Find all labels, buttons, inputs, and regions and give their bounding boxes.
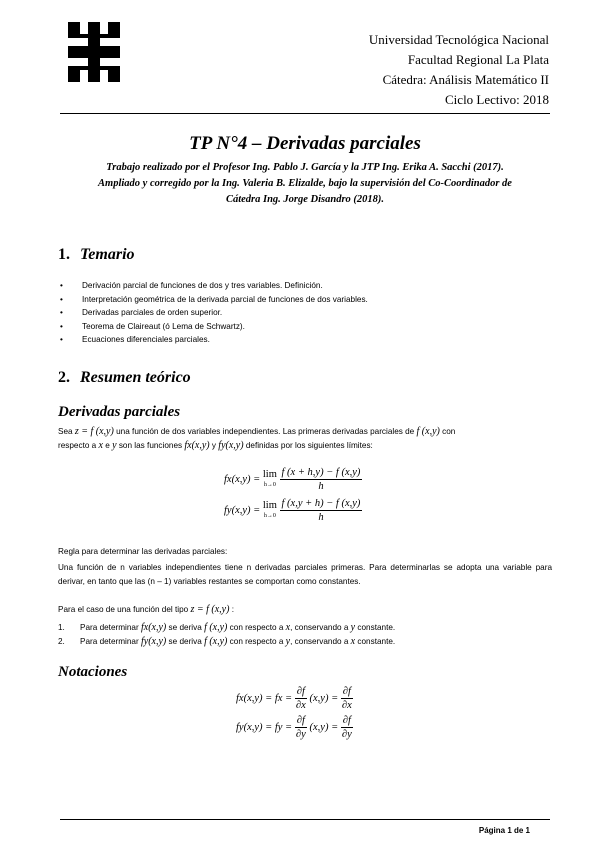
fraction — [295, 714, 307, 741]
math-inline: f (x,y) — [416, 426, 440, 437]
formula-lhs: fy(x,y) = fy = — [236, 721, 293, 733]
institution-line: Universidad Tecnológica Nacional — [368, 32, 549, 47]
page-number: Página 1 de 1 — [478, 826, 530, 835]
text: constante. — [357, 636, 396, 646]
fraction-numerator: f (x,y + h) − f (x,y) — [281, 498, 361, 509]
list-item: • Interpretación geométrica de la derivada parcial de funciones de dos variables. — [58, 293, 368, 307]
limit-operator — [263, 501, 277, 521]
institution-block — [369, 30, 549, 110]
math-inline: x — [98, 439, 103, 451]
section-title: Temario — [80, 246, 135, 263]
section-title: Resumen teórico — [80, 369, 191, 386]
rule-paragraph: Una función de n variables independientes tiene n derivadas parciales primeras. Para determinarlas se adopta una variable para derivar, en tanto que las (n – 1) variables restantes se comportan como constantes. — [58, 563, 552, 586]
math-inline: f (x,y) — [204, 635, 228, 647]
math-inline: y — [112, 439, 117, 451]
list-item — [58, 621, 395, 635]
math-inline: f (x,y) — [204, 622, 228, 633]
fraction-denominator: h — [318, 512, 324, 523]
formula-mid: (x,y) = — [309, 692, 339, 704]
formula-lhs: fy(x,y) = — [224, 504, 261, 516]
formula-lhs: fx(x,y) = — [224, 473, 261, 485]
fraction-denominator: h — [318, 481, 324, 492]
text: e — [105, 440, 110, 450]
fraction — [280, 497, 363, 524]
fraction-numerator: f (x + h,y) − f (x,y) — [281, 467, 361, 478]
fraction-denominator: ∂y — [295, 729, 306, 740]
fraction-numerator: ∂f — [296, 715, 305, 726]
byline-line: Ampliado y corregido por la Ing. Valeria B. Elizalde, bajo la supervisión del Co-Coordinador de — [98, 178, 512, 189]
subheading-notaciones: Notaciones — [58, 664, 128, 680]
list-item: • Teorema de Claireaut (ó Lema de Schwartz). — [58, 320, 368, 334]
fraction-numerator: ∂f — [342, 686, 351, 697]
section-heading-temario — [58, 246, 135, 264]
fraction-numerator: ∂f — [342, 715, 351, 726]
math-inline: fx(x,y) — [184, 439, 210, 451]
notation-fy — [236, 714, 353, 741]
footer-divider — [60, 819, 550, 820]
text: definidas por los siguientes límites: — [245, 440, 373, 450]
text: Sea — [58, 427, 73, 436]
math-inline: x — [350, 635, 356, 647]
byline-line: Cátedra Ing. Jorge Disandro (2018). — [225, 194, 385, 205]
fraction — [280, 466, 363, 493]
lim-sub: h→0 — [263, 512, 276, 519]
byline — [60, 160, 550, 208]
fraction-numerator: ∂f — [296, 686, 305, 697]
section-number: 2. — [58, 369, 70, 386]
text: , conservando a — [290, 623, 349, 632]
math-inline: z = f (x,y) — [74, 426, 114, 437]
rule-title: Regla para determinar las derivadas parciales: — [58, 547, 228, 556]
institution-line: Cátedra: Análisis Matemático II — [382, 72, 549, 87]
text: Para determinar — [80, 636, 139, 646]
text: constante. — [357, 623, 396, 632]
list-item: • Derivación parcial de funciones de dos y tres variables. Definición. — [58, 279, 368, 293]
institution-line: Ciclo Lectivo: 2018 — [445, 92, 549, 107]
fraction-denominator: ∂y — [341, 729, 352, 740]
text: se deriva — [168, 636, 202, 646]
fraction-denominator: ∂x — [295, 700, 306, 711]
math-inline: x — [285, 622, 291, 633]
list-number: 1. — [58, 623, 65, 632]
formula-mid: (x,y) = — [309, 721, 339, 733]
section-number: 1. — [58, 246, 70, 263]
subheading-derivadas: Derivadas parciales — [58, 404, 181, 420]
institution-line: Facultad Regional La Plata — [407, 52, 549, 67]
text: con respecto a — [229, 623, 284, 632]
math-inline: z = f (x,y) — [190, 604, 230, 615]
text: son las funciones — [118, 440, 183, 450]
text: con respecto a — [229, 636, 284, 646]
lim-word: lim — [262, 499, 277, 511]
text: con — [442, 427, 456, 436]
text: Para el caso de una función del tipo — [58, 605, 189, 614]
text: : — [231, 605, 234, 614]
fraction — [341, 685, 353, 712]
fraction — [295, 685, 307, 712]
page-title: TP N°4 – Derivadas parciales — [189, 133, 421, 154]
text: respecto a — [58, 440, 97, 450]
rules-list — [58, 621, 395, 648]
notation-fx — [236, 685, 353, 712]
math-inline: fy(x,y) — [141, 635, 167, 647]
list-item — [58, 635, 395, 649]
math-inline: y — [350, 622, 356, 633]
case-paragraph — [58, 603, 552, 617]
list-number: 2. — [58, 636, 65, 646]
header-divider — [60, 113, 550, 114]
math-inline: y — [285, 635, 291, 647]
math-inline: fy(x,y) — [218, 439, 244, 451]
byline-line: Trabajo realizado por el Profesor Ing. Pablo J. García y la JTP Ing. Erika A. Sacchi (2017). — [106, 162, 504, 173]
limit-operator — [263, 470, 277, 490]
list-item: • Derivadas parciales de orden superior. — [58, 306, 368, 320]
text: se deriva — [168, 623, 202, 632]
text: y — [211, 440, 217, 450]
formula-fx-limit — [224, 466, 362, 493]
section-heading-resumen — [58, 369, 191, 387]
lim-sub: h→0 — [263, 481, 276, 488]
intro-paragraph — [58, 425, 552, 452]
temario-list — [58, 279, 368, 347]
text: una función de dos variables independientes. Las primeras derivadas parciales de — [116, 427, 415, 436]
lim-word: lim — [262, 468, 277, 480]
text: , conservando a — [290, 636, 349, 646]
math-inline: fx(x,y) — [141, 622, 167, 633]
text: Para determinar — [80, 623, 139, 632]
formula-fy-limit — [224, 497, 362, 524]
fraction — [341, 714, 353, 741]
list-item: • Ecuaciones diferenciales parciales. — [58, 333, 368, 347]
utn-logo-icon — [62, 20, 126, 84]
formula-lhs: fx(x,y) = fx = — [236, 692, 293, 704]
fraction-denominator: ∂x — [341, 700, 352, 711]
